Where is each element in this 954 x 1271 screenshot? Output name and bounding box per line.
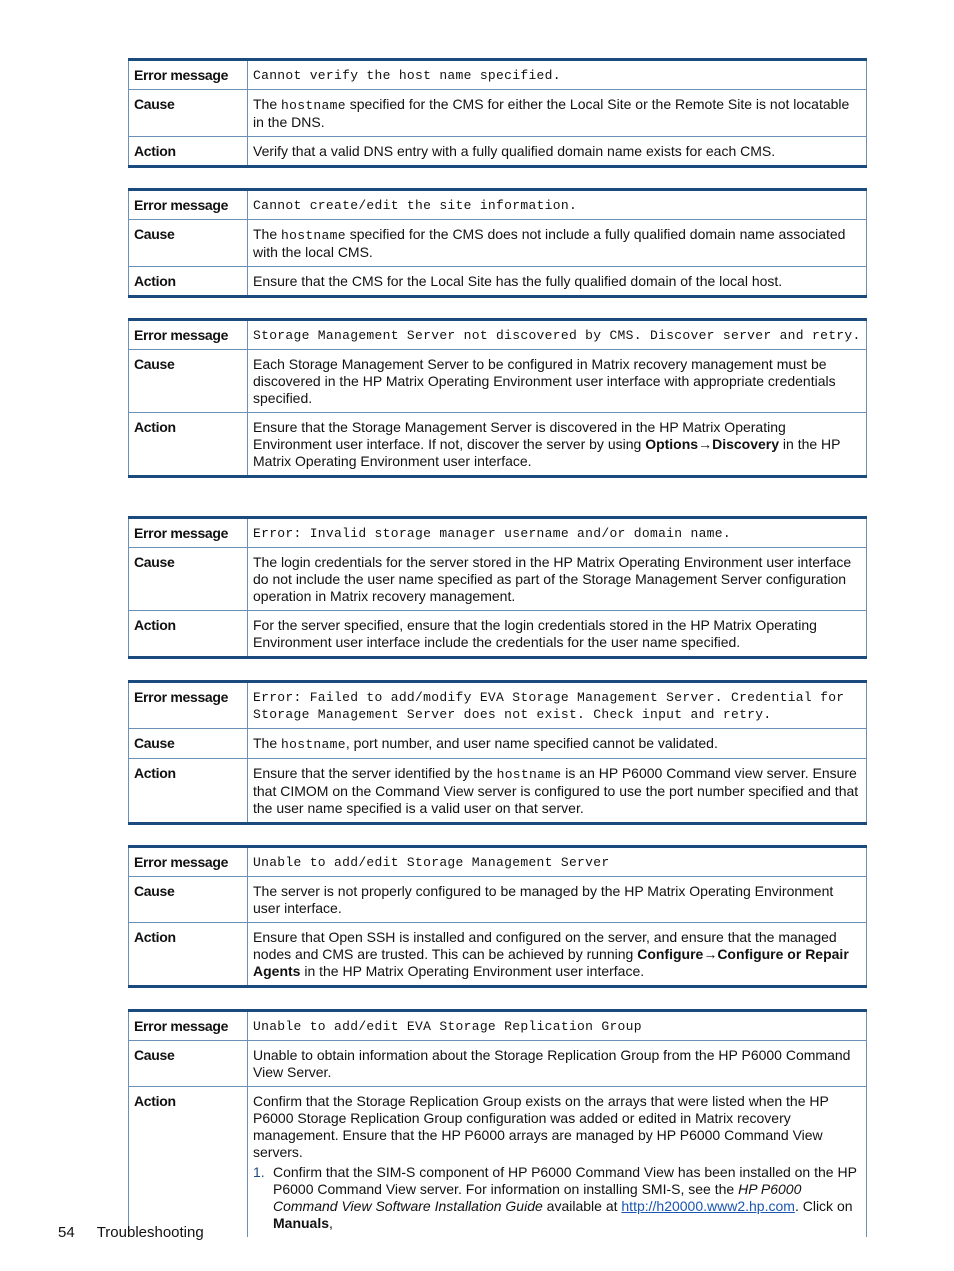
cause-label: Cause bbox=[129, 350, 248, 413]
action-label: Action bbox=[129, 267, 248, 297]
cause-text: Each Storage Management Server to be configured in Matrix recovery management must be discovered in the HP Matrix Operating Environment user interface with appropriate credentials specified. bbox=[248, 350, 867, 413]
action-label: Action bbox=[129, 1087, 248, 1238]
error-message-label: Error message bbox=[129, 518, 248, 548]
error-message-text: Error: Failed to add/modify EVA Storage Management Server. Credential for Storage Management Server does not exist. Check input and retry. bbox=[248, 682, 867, 729]
error-message-text: Cannot verify the host name specified. bbox=[248, 60, 867, 90]
error-message-text: Cannot create/edit the site information. bbox=[248, 190, 867, 220]
action-label: Action bbox=[129, 923, 248, 987]
error-message-label: Error message bbox=[129, 847, 248, 877]
error-block-6 bbox=[128, 845, 867, 988]
error-message-label: Error message bbox=[129, 682, 248, 729]
cause-text: The hostname specified for the CMS does not include a fully qualified domain name associated with the local CMS. bbox=[248, 220, 867, 267]
error-block-1 bbox=[128, 58, 867, 168]
list-number: 1. bbox=[253, 1164, 265, 1180]
hp-support-link[interactable]: http://h20000.www2.hp.com bbox=[621, 1198, 795, 1214]
error-message-text: Unable to add/edit Storage Management Server bbox=[248, 847, 867, 877]
action-text: Ensure that the Storage Management Server is discovered in the HP Matrix Operating Environment user interface. If not, discover the server by using Options→Discovery in the HP Matrix Operating Environment user interface. bbox=[248, 413, 867, 477]
cause-text: The hostname specified for the CMS for either the Local Site or the Remote Site is not locatable in the DNS. bbox=[248, 90, 867, 137]
cause-label: Cause bbox=[129, 548, 248, 611]
action-label: Action bbox=[129, 413, 248, 477]
cause-text: Unable to obtain information about the Storage Replication Group from the HP P6000 Command View Server. bbox=[248, 1041, 867, 1087]
action-label: Action bbox=[129, 137, 248, 167]
cause-text: The server is not properly configured to be managed by the HP Matrix Operating Environment user interface. bbox=[248, 877, 867, 923]
cause-label: Cause bbox=[129, 90, 248, 137]
error-block-7 bbox=[128, 1009, 867, 1237]
cause-label: Cause bbox=[129, 729, 248, 759]
action-text: Ensure that the CMS for the Local Site has the fully qualified domain of the local host. bbox=[248, 267, 867, 297]
action-text: Ensure that Open SSH is installed and configured on the server, and ensure that the managed nodes and CMS are trusted. This can be achieved by running Configure→Configure or Repair Agents in the HP Matrix Operating Environment user interface. bbox=[248, 923, 867, 987]
cause-text: The login credentials for the server stored in the HP Matrix Operating Environment user interface do not include the user name specified as part of the Storage Management Server configuration operation in Matrix recovery management. bbox=[248, 548, 867, 611]
cause-text: The hostname, port number, and user name specified cannot be validated. bbox=[248, 729, 867, 759]
action-text bbox=[248, 1087, 867, 1238]
error-message-label: Error message bbox=[129, 190, 248, 220]
error-block-5 bbox=[128, 680, 867, 825]
page-footer bbox=[58, 1224, 204, 1241]
action-text: Ensure that the server identified by the hostname is an HP P6000 Command view server. Ensure that CIMOM on the Command View server is configured to use the port number specified and that the user name specified is a valid user on that server. bbox=[248, 759, 867, 824]
section-title: Troubleshooting bbox=[96, 1224, 204, 1241]
action-label: Action bbox=[129, 611, 248, 658]
error-message-text: Error: Invalid storage manager username and/or domain name. bbox=[248, 518, 867, 548]
action-paragraph: Confirm that the Storage Replication Group exists on the arrays that were listed when the HP P6000 Storage Replication Group configuration was added or edited in Matrix recovery management. Ensure that the HP P6000 arrays are managed by HP P6000 Command View servers. bbox=[253, 1093, 829, 1160]
error-block-3 bbox=[128, 318, 867, 478]
error-message-label: Error message bbox=[129, 60, 248, 90]
error-message-label: Error message bbox=[129, 1011, 248, 1041]
error-message-text: Storage Management Server not discovered by CMS. Discover server and retry. bbox=[248, 320, 867, 350]
cause-label: Cause bbox=[129, 877, 248, 923]
action-text: For the server specified, ensure that the login credentials stored in the HP Matrix Operating Environment user interface include the credentials for the user name specified. bbox=[248, 611, 867, 658]
action-label: Action bbox=[129, 759, 248, 824]
cause-label: Cause bbox=[129, 1041, 248, 1087]
cause-label: Cause bbox=[129, 220, 248, 267]
action-text: Verify that a valid DNS entry with a fully qualified domain name exists for each CMS. bbox=[248, 137, 867, 167]
error-block-2 bbox=[128, 188, 867, 298]
list-item: 1. Confirm that the SIM-S component of HP P6000 Command View has been installed on the HP P6000 Command View server. For information on installing SMI-S, see the HP P6000 Command View Software Installation Guide available at http://h20000.www2.hp.com. Click on Manuals, bbox=[253, 1164, 857, 1231]
page-number: 54 bbox=[58, 1224, 75, 1241]
error-message-label: Error message bbox=[129, 320, 248, 350]
action-steps-list bbox=[253, 1164, 861, 1232]
error-message-text: Unable to add/edit EVA Storage Replication Group bbox=[248, 1011, 867, 1041]
error-block-4 bbox=[128, 516, 867, 659]
